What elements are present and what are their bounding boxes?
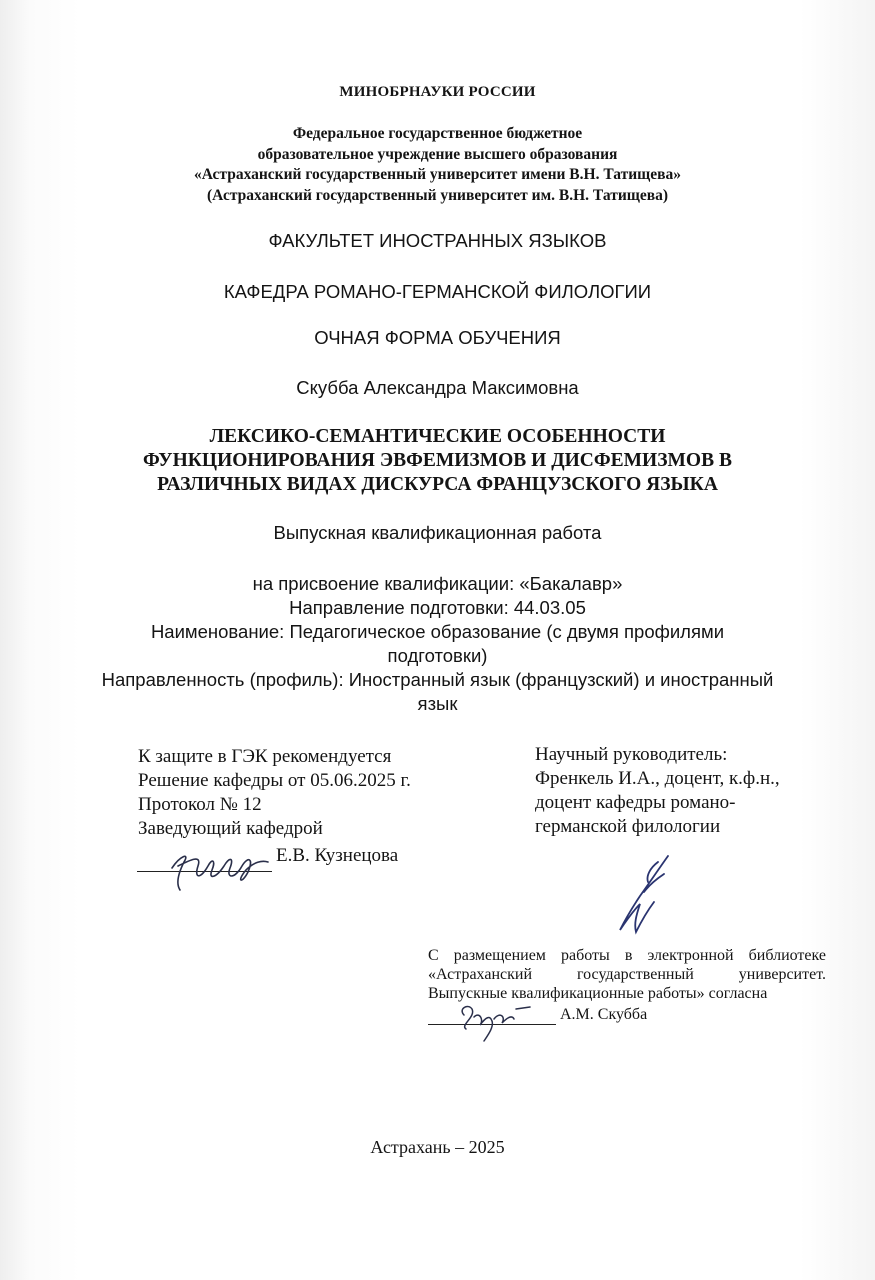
city-year: Астрахань – 2025 xyxy=(370,1137,505,1157)
consent-line: «Астраханский государственный университет. xyxy=(428,966,826,983)
head-of-department-name: Е.В. Кузнецова xyxy=(276,845,399,866)
qualification-line: на присвоение квалификации: «Бакалавр» xyxy=(252,573,623,594)
author-name: Скубба Александра Максимовна xyxy=(296,377,579,398)
qualification-line: Направление подготовки: 44.03.05 xyxy=(289,597,586,618)
supervisor-line: доцент кафедры романо- xyxy=(535,792,736,813)
defense-line: Протокол № 12 xyxy=(138,794,262,815)
university-line: «Астраханский государственный университет имени В.Н. Татищева» xyxy=(193,166,682,183)
qualification-line: язык xyxy=(417,693,458,714)
thesis-title-line: ЛЕКСИКО-СЕМАНТИЧЕСКИЕ ОСОБЕННОСТИ xyxy=(209,426,666,447)
department-name: КАФЕДРА РОМАНО-ГЕРМАНСКОЙ ФИЛОЛОГИИ xyxy=(223,281,652,302)
student-signature xyxy=(450,995,540,1045)
qualification-line: подготовки) xyxy=(387,645,488,666)
study-form: ОЧНАЯ ФОРМА ОБУЧЕНИЯ xyxy=(314,327,561,348)
defense-line: К защите в ГЭК рекомендуется xyxy=(138,746,392,767)
work-type: Выпускная квалификационная работа xyxy=(273,522,602,543)
defense-line: Решение кафедры от 05.06.2025 г. xyxy=(138,770,411,791)
qualification-line: Направленность (профиль): Иностранный язык (французский) и иностранный xyxy=(101,669,774,690)
consent-line: С размещением работы в электронной библиотеке xyxy=(428,947,826,964)
supervisor-block xyxy=(535,743,780,839)
university-line: образовательное учреждение высшего образования xyxy=(257,145,618,163)
qualification-block xyxy=(0,572,875,716)
student-name: А.М. Скубба xyxy=(560,1006,648,1023)
thesis-title-line: ФУНКЦИОНИРОВАНИЯ ЭВФЕМИЗМОВ И ДИСФЕМИЗМОВ В xyxy=(143,450,732,471)
defense-line: Заведующий кафедрой xyxy=(138,818,323,839)
thesis-title-line: РАЗЛИЧНЫХ ВИДАХ ДИСКУРСА ФРАНЦУЗСКОГО ЯЗЫКА xyxy=(157,474,718,495)
supervisor-signature xyxy=(600,852,680,938)
supervisor-line: Френкель И.А., доцент, к.ф.н., xyxy=(535,768,780,789)
university-line: Федеральное государственное бюджетное xyxy=(292,125,583,142)
head-signature xyxy=(150,836,280,894)
faculty-name: ФАКУЛЬТЕТ ИНОСТРАННЫХ ЯЗЫКОВ xyxy=(268,230,607,251)
defense-recommendation xyxy=(138,745,411,841)
university-line: (Астраханский государственный университет им. В.Н. Татищева) xyxy=(207,186,668,204)
university-block xyxy=(0,124,875,206)
thesis-title xyxy=(0,425,875,497)
supervisor-line: Научный руководитель: xyxy=(535,744,728,765)
supervisor-line: германской филологии xyxy=(535,816,721,837)
consent-line: Выпускные квалификационные работы» согласна xyxy=(428,985,768,1002)
ministry-heading: МИНОБРНАУКИ РОССИИ xyxy=(339,84,536,100)
qualification-line: Наименование: Педагогическое образование (с двумя профилями xyxy=(150,621,725,642)
